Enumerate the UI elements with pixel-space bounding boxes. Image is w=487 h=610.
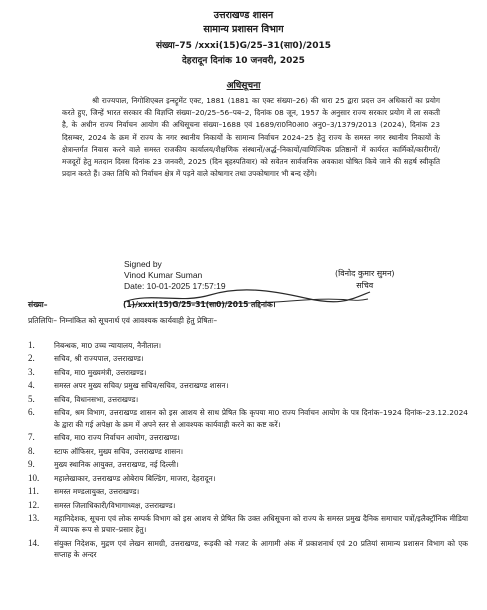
list-item: 3. सचिव, मा0 मुख्यमंत्री, उत्तराखण्ड। bbox=[28, 366, 147, 377]
list-item: 4. समस्त अपर मुख्य सचिव/ प्रमुख सचिव/सचिव, उत्तराखण्ड शासन। bbox=[28, 380, 229, 391]
signatory-name: (विनोद कुमार सुमन) bbox=[335, 269, 395, 278]
list-item: 13. महानिदेशक, सूचना एवं लोक सम्पर्क विभाग को इस आशय से प्रेषित कि उक्त अधिसूचना को राज्य के समस्त प्रमुख दैनिक समाचार पत्रों/इलैक्ट्रॉनिक मीडिया में व्यापक रूप से प्रचार–प्रसार हेतु। bbox=[28, 513, 468, 535]
copy-forwarding-line: प्रतिलिपिः– निम्नांकित को सूचनार्थ एवं आवश्यक कार्यवाही हेतु प्रेषितः– bbox=[28, 316, 218, 325]
department-name: सामान्य प्रशासन विभाग bbox=[203, 24, 284, 35]
reference-label: संख्या– bbox=[28, 300, 48, 309]
place-date: देहरादून दिनांक 10 जनवरी, 2025 bbox=[182, 56, 305, 66]
reference-number: (1)/xxxi(15)G/25–31(सा0)/2015 तद्दिनांक। bbox=[123, 300, 276, 309]
list-item: 7. सचिव, मा0 राज्य निर्वाचन आयोग, उत्तराखण्ड। bbox=[28, 432, 180, 443]
list-item: 10. महालेखाकार, उत्तराखण्ड ओबेराय बिल्डिंग, माजरा, देहरादून। bbox=[28, 472, 216, 483]
list-item: 14. संयुक्त निदेशक, मुद्रण एवं लेखन सामग्री, उत्तराखण्ड, रूड़की को गजट के आगामी अंक में प्रकाशनार्थ एवं 20 प्रतियां सामान्य प्रशासन विभाग को एक सप्ताह के अन्दर bbox=[28, 537, 468, 560]
list-item: 5. सचिव, विधानसभा, उत्तराखण्ड। bbox=[28, 393, 139, 404]
list-item: 1. निबन्धक, मा0 उच्च न्यायालय, नैनीताल। bbox=[28, 340, 162, 350]
order-number: संख्या–75 /xxxi(15)G/25–31(सा0)/2015 bbox=[155, 41, 332, 51]
notification-title: अधिसूचना bbox=[226, 81, 261, 91]
notification-body: श्री राज्यपाल, निगोशिएबल इन्स्ट्रूमेंट एक्ट, 1881 (1881 का एक्ट संख्या–26) की धारा 25 द्वारा प्रदत्त उन अधिकारों का प्रयोग करते हुए, जिन्हें भारत सरकार की विज्ञप्ति संख्या–20/25–56–पब–2, दिनांक 08 जून, 1957 के अनुसार राज्य सरकार प्रयोग में ला सकती है, के अधीन राज्य निर्वाचन आयोग की अधिसूचना संख्या–1688 एवं 1689/रा0नि0आ0 अनु0–3/1379/2013 (2024), दिनांक 23 दिसम्बर, 2024 के क्रम में राज्य के नगर स्थानीय निकायों के सामान्य निर्वाचन 2024–25 हेतु राज्य के समस्त नगर स्थानीय निकायों के क्षेत्रान्तर्गत निवास करने वाले समस्त राजकीय कार्यालय/शैक्षणिक संस्थानों/अर्द्ध–निकायों/वाणिज्यिक प्रतिष्ठानों में कार्यरत कार्मिकों/कारीगरों/मजदूरों हेतु मतदान दिवस दिनांक 23 जनवरी, 2025 (दिन बृहस्पतिवार) को सवेतन सार्वजनिक अवकाश घोषित किये जाने की सहर्ष स्वीकृति प्रदान करते हैं। उक्त तिथि को निर्वाचन क्षेत्र में पड़ने वाले कोषागार तथा उपकोषागार भी बन्द रहेंगे। bbox=[62, 96, 440, 179]
list-item: 9. मुख्य स्थानिक आयुक्त, उत्तराखण्ड, नई दिल्ली। bbox=[28, 459, 179, 470]
list-item: 11. समस्त मण्डलायुक्त, उत्तराखण्ड। bbox=[28, 486, 140, 497]
list-item: 12. समस्त जिलाधिकारी/विभागाध्यक्ष, उत्तराखण्ड। bbox=[28, 499, 176, 510]
list-item: 8. स्टाफ ऑफिसर, मुख्य सचिव, उत्तराखण्ड शासन। bbox=[28, 445, 184, 456]
signature-line-2: Vinod Kumar Suman bbox=[124, 270, 203, 280]
list-item: 6. सचिव, श्रम विभाग, उत्तराखण्ड शासन को इस आशय से साथ प्रेषित कि कृपया मा0 राज्य निर्वाचन आयोग के पत्र दिनांक–1924 दिनांक–23.12.2024 के द्वारा की गई अपेक्षा के क्रम में अपने स्तर से आवश्यक कार्यवाही करने का कष्ट करें। bbox=[28, 407, 468, 429]
signature-date: Date: 10-01-2025 17:57:19 bbox=[124, 281, 226, 291]
signatory-block bbox=[335, 268, 395, 292]
signature-line-1: Signed by bbox=[124, 259, 162, 269]
list-item: 2. सचिव, श्री राज्यपाल, उत्तराखण्ड। bbox=[28, 353, 144, 364]
government-name: उत्तराखण्ड शासन bbox=[213, 10, 274, 21]
recipient-list bbox=[28, 340, 468, 563]
signatory-designation: सचिव bbox=[356, 281, 374, 290]
reference-line bbox=[28, 300, 276, 310]
